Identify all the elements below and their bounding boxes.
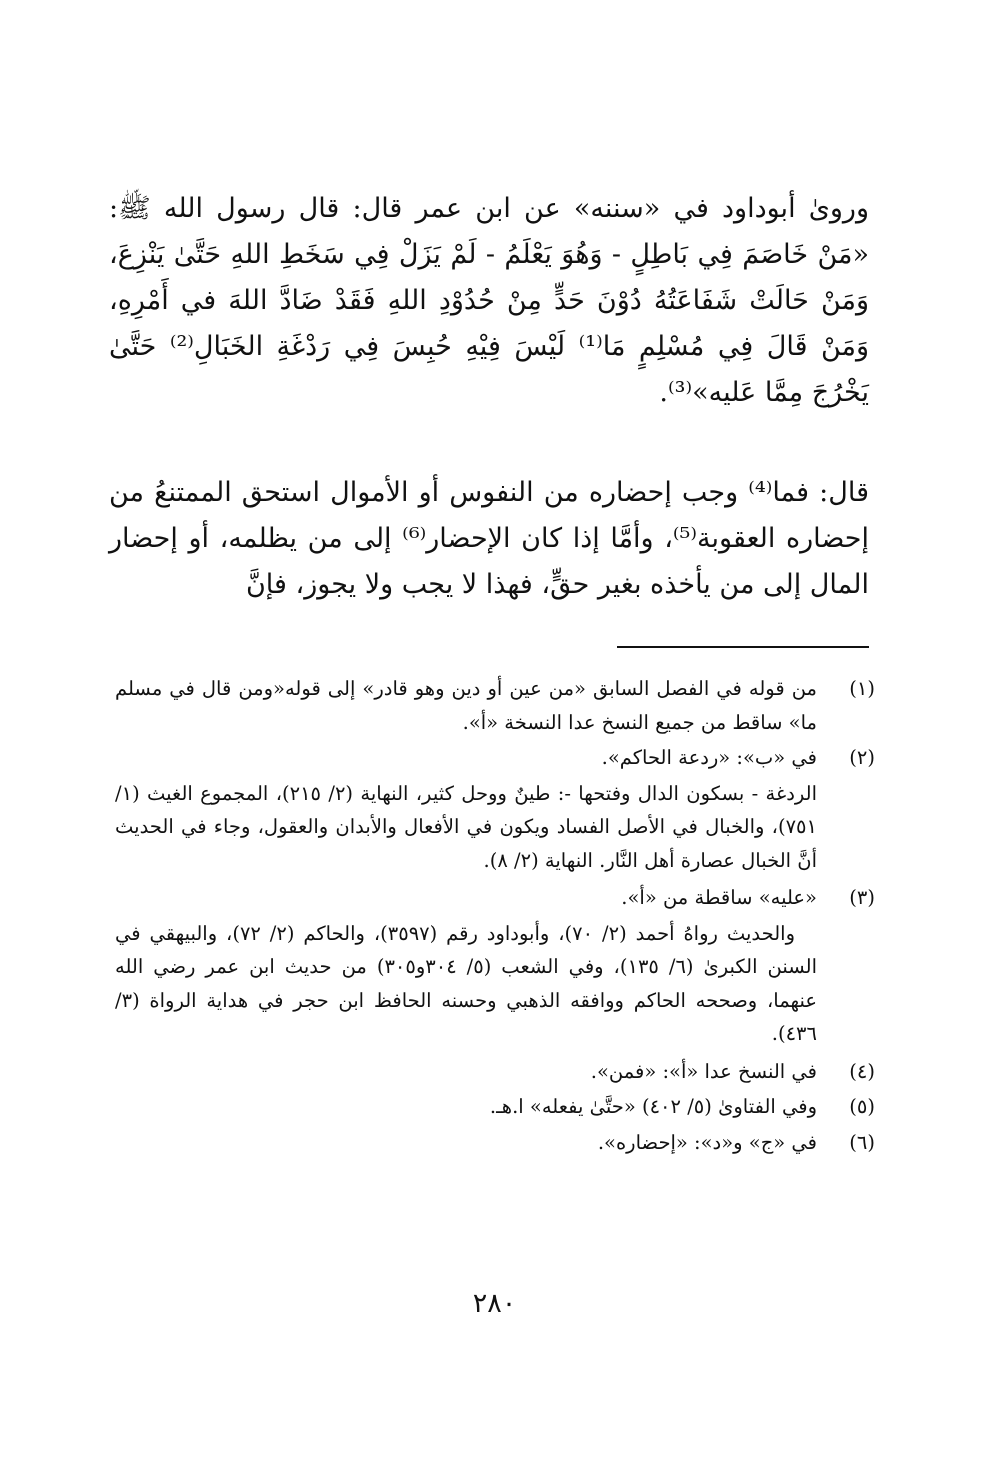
footnote-number: (١) (849, 677, 875, 700)
footnote-text: في النسخ عدا «أ»: «فمن». (590, 1059, 817, 1083)
footnote-number: (٥) (849, 1095, 875, 1118)
main-paragraph-commentary: قال: فما⁽⁴⁾ وجب إحضاره من النفوس أو الأموال استحق الممتنعُ من إحضاره العقوبة⁽⁵⁾، وأمَّا إذا كان الإحضار⁽⁶⁾ إلى من يظلمه، أو إحضار المال إلى من يأخذه بغير حقٍّ، فهذا لا يجب ولا يجوز، فإنَّ (109, 477, 870, 600)
main-paragraph-hadith: وروىٰ أبوداود في «سننه» عن ابن عمر قال: قال رسول الله ﷺ: «مَنْ خَاصَمَ فِي بَاطِلٍ - وَهُوَ يَعْلَمُ - لَمْ يَزَلْ فِي سَخَطِ اللهِ حَتَّىٰ يَنْزِعَ، وَمَنْ حَالَتْ شَفَاعَتُهُ دُوْنَ حَدٍّ مِنْ حُدُوْدِ اللهِ فَقَدْ ضَادَّ اللهَ في أَمْرِهِ، وَمَنْ قَالَ فِي مُسْلِمٍ مَا⁽¹⁾ لَيْسَ فِيْهِ حُبِسَ فِي رَدْغَةِ الخَبَالِ⁽²⁾ حَتَّىٰ يَخْرُجَ مِمَّا عَليه»⁽³⁾. (109, 193, 870, 408)
footnote-text: من قوله في الفصل السابق «من عين أو دين وهو قادر» إلى قوله«ومن قال في مسلم ما» ساقط من جميع النسخ عدا النسخة «أ». (115, 677, 817, 734)
footnote-text: في «ج» و«د»: «إحضاره». (597, 1130, 817, 1154)
footnote-3 (115, 881, 875, 915)
footnote-6 (115, 1126, 875, 1160)
footnotes-section (115, 672, 875, 1161)
footnote-number: (٢) (849, 746, 875, 769)
footnote-number: (٤) (849, 1059, 875, 1083)
footnote-4 (115, 1055, 875, 1089)
footnote-5 (115, 1090, 875, 1124)
footnote-1 (115, 672, 875, 739)
footnote-text: «عليه» ساقطة من «أ». (621, 886, 817, 909)
page-number: ٢٨٠ (472, 1288, 517, 1319)
footnote-number: (٣) (849, 886, 875, 909)
footnote-text: في «ب»: «ردعة الحاكم». (601, 746, 817, 769)
footnote-2 (115, 741, 875, 775)
footnote-2-note: الردغة - بسكون الدال وفتحها -: طينٌ ووحل كثير، النهاية (٢/ ٢١٥)، المجموع الغيث (١/ ٧٥١)، والخبال في الأصل الفساد ويكون في الأفعال والأبدان والعقول، وجاء في الحديث أنَّ الخبال عصارة أهل النَّار. النهاية (٢/ ٨). (115, 781, 817, 872)
footnote-3-note: والحديث رواهُ أحمد (٢/ ٧٠)، وأبوداود رقم (٣٥٩٧)، والحاكم (٢/ ٧٢)، والبيهقي في السنن الكبرىٰ (٦/ ١٣٥)، وفي الشعب (٥/ ٣٠٤و٣٠٥) من حديث ابن عمر رضي الله عنهما، وصححه الحاكم ووافقه الذهبي وحسنه الحافظ ابن حجر في هداية الرواة (٣/ ٤٣٦). (115, 921, 817, 1045)
footnote-number: (٦) (849, 1130, 875, 1154)
footnote-text: وفي الفتاوىٰ (٥/ ٤٠٢) «حتَّىٰ يفعله» ا.هـ. (489, 1095, 817, 1118)
footnote-divider (617, 646, 869, 648)
